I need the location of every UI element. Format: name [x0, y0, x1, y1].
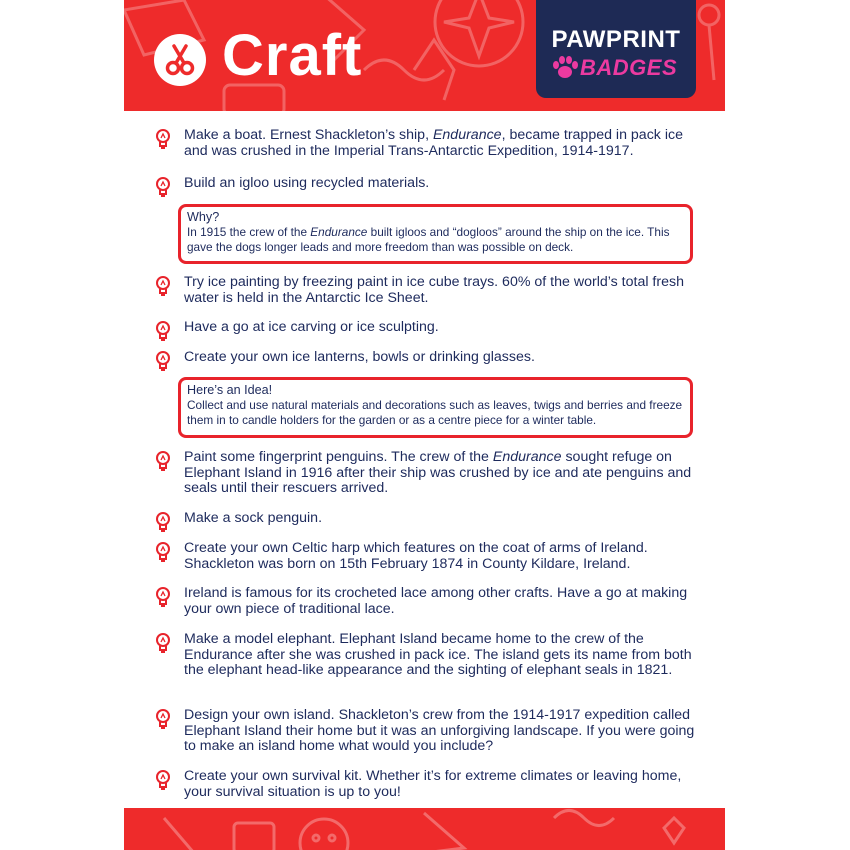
- list-item-text: [184, 632, 704, 679]
- list-item-text: [184, 586, 704, 617]
- lightbulb-icon: [154, 511, 172, 533]
- text-segment: Create your own ice lanterns, bowls or drinking glasses.: [184, 349, 535, 365]
- list-item-text: [184, 320, 704, 336]
- text-segment: Make a model elephant. Elephant Island became home to the crew of the Endurance after she was crushed in pack ice. The island gets its name from both the elephant head-like appearance and the sighting of elephant seals in 1821.: [184, 631, 692, 678]
- list-item-text: [184, 769, 704, 800]
- page-title: Craft: [222, 23, 363, 88]
- lightbulb-icon: [154, 450, 172, 472]
- text-segment: Create your own Celtic harp which features on the coat of arms of Ireland. Shackleton was born on 15th February 1874 in County Kildare, Ireland.: [184, 540, 648, 572]
- text-segment: Create your own survival kit. Whether it’s for extreme climates or leaving home, your survival situation is up to you!: [184, 768, 682, 800]
- ship-name-italic: Endurance: [432, 127, 502, 143]
- lightbulb-icon: [154, 632, 172, 654]
- text-segment: Design your own island. Shackleton’s crew from the 1914-1917 expedition called Elephant Island their home but it was an unforgiving landscape. If you were going to make an island home what would you include?: [184, 707, 695, 754]
- text-segment: Make a sock penguin.: [184, 510, 323, 526]
- callout-text: [187, 225, 684, 255]
- list-item-text: [184, 450, 704, 497]
- paw-icon: [552, 56, 578, 80]
- text-segment: Paint some fingerprint penguins. The crew of the: [184, 449, 493, 465]
- footer-doodle-pattern: [124, 808, 725, 850]
- text-segment: Have a go at ice carving or ice sculpting.: [184, 319, 439, 335]
- badge-title: PAWPRINT: [551, 26, 681, 53]
- callout-text: [187, 398, 684, 428]
- list-item-text: [184, 708, 704, 755]
- list-item-text: [184, 275, 704, 306]
- craft-page: [124, 0, 725, 850]
- header-banner: [124, 0, 725, 111]
- text-segment: built igloos and “dogloos” around the ship on the ice. This gave the dogs longer leads and more freedom than was possible on deck.: [187, 225, 670, 254]
- text-segment: Build an igloo using recycled materials.: [184, 175, 430, 191]
- why-callout: [178, 204, 693, 264]
- lightbulb-icon: [154, 541, 172, 563]
- pawprint-badges-logo: [536, 0, 696, 98]
- lightbulb-icon: [154, 350, 172, 372]
- lightbulb-icon: [154, 275, 172, 297]
- lightbulb-icon: [154, 708, 172, 730]
- footer-banner: [124, 808, 725, 850]
- text-segment: Try ice painting by freezing paint in ice cube trays. 60% of the world’s total fresh water is held in the Antarctic Ice Sheet.: [184, 274, 684, 306]
- badge-subtitle: BADGES: [580, 55, 678, 80]
- text-segment: Collect and use natural materials and decorations such as leaves, twigs and berries and freeze them in to candle holders for the garden or as a centre piece for a winter table.: [187, 398, 683, 427]
- lightbulb-icon: [154, 128, 172, 150]
- list-item-text: [184, 128, 704, 159]
- text-segment: In 1915 the crew of the: [187, 225, 311, 239]
- list-item-text: [184, 541, 704, 572]
- lightbulb-icon: [154, 586, 172, 608]
- callout-title: Here’s an Idea!: [187, 383, 273, 397]
- ship-name-italic: Endurance: [492, 449, 562, 465]
- idea-callout: [178, 377, 693, 438]
- lightbulb-icon: [154, 320, 172, 342]
- text-segment: Ireland is famous for its crocheted lace among other crafts. Have a go at making your own piece of traditional lace.: [184, 585, 688, 617]
- text-segment: sought refuge on Elephant Island in 1916 after their ship was crushed by ice and ate penguins and seals until their rescuers arrived.: [184, 449, 692, 496]
- lightbulb-icon: [154, 176, 172, 198]
- list-item-text: [184, 176, 704, 192]
- text-segment: , became trapped in pack ice and was crushed in the Imperial Trans-Antarctic Expedition, 1914-1917.: [184, 127, 683, 159]
- list-item-text: [184, 511, 704, 527]
- callout-title: Why?: [187, 210, 220, 224]
- lightbulb-icon: [154, 769, 172, 791]
- ship-name-italic: Endurance: [310, 225, 368, 239]
- text-segment: Make a boat. Ernest Shackleton’s ship,: [184, 127, 433, 143]
- list-item-text: [184, 350, 704, 366]
- scissors-icon: [154, 34, 206, 86]
